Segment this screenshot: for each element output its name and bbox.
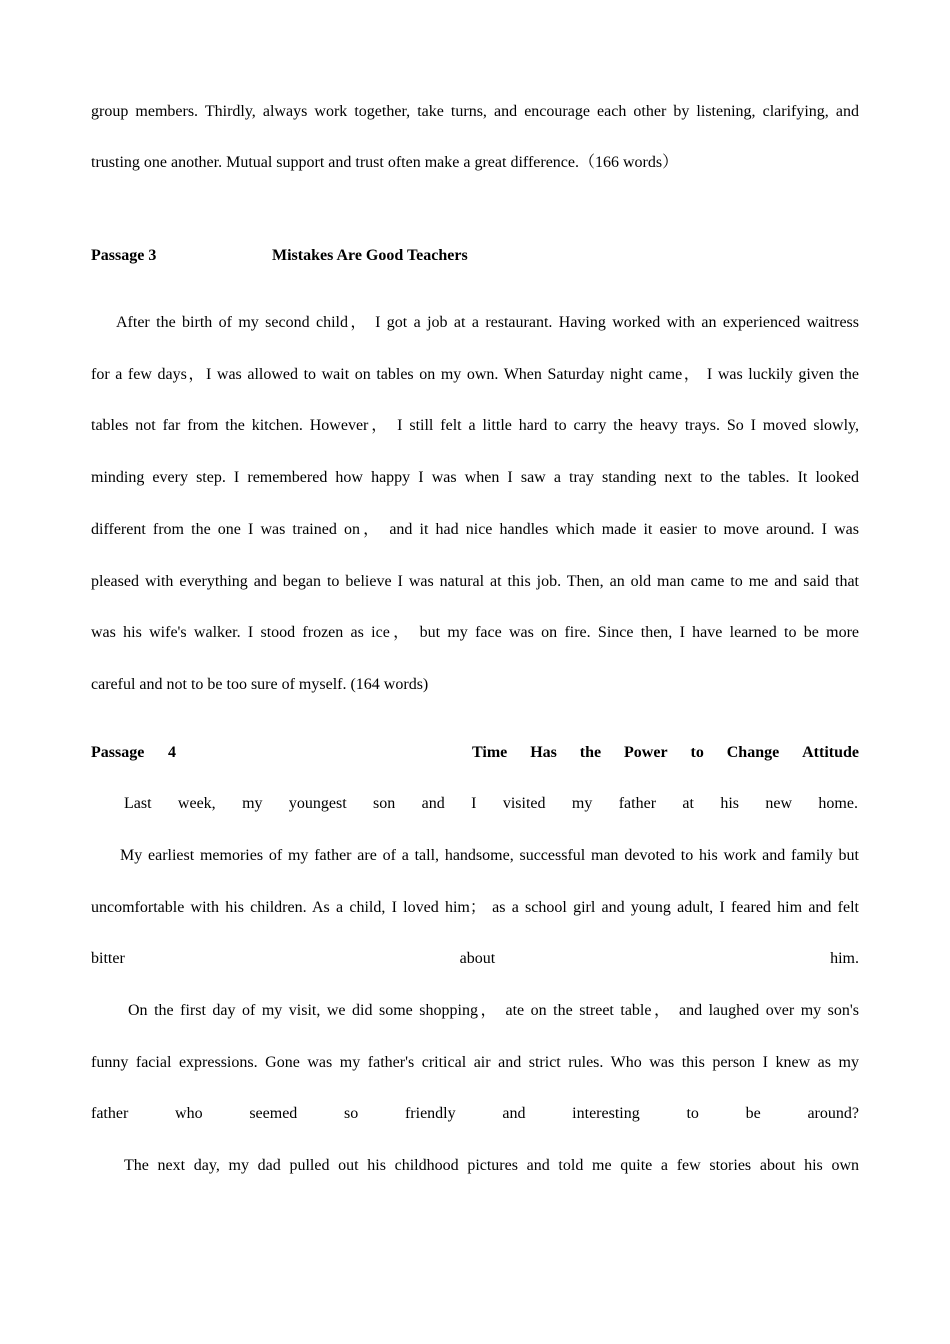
word: to	[686, 1105, 699, 1122]
word: Passage	[91, 744, 145, 761]
word: my	[242, 795, 263, 812]
paragraph-line: pleased with everything and began to believe I was natural at this job. Then, an old man came to me and said that	[91, 573, 859, 590]
word: bitter	[91, 950, 125, 967]
word: Power	[624, 744, 668, 761]
word: the	[579, 744, 602, 761]
paragraph-line: minding every step. I remembered how happy I was when I saw a tray standing next to the tables. It looked	[91, 469, 859, 486]
paragraph-line: group members. Thirdly, always work together, take turns, and encourage each other by listening, clarifying, and	[91, 103, 859, 120]
passage-title: Mistakes Are Good Teachers	[272, 247, 468, 264]
word: my	[571, 795, 593, 812]
paragraph-line: After the birth of my second child， I got a job at a restaurant. Having worked with an experienced waitress	[116, 314, 859, 331]
paragraph-line: tables not far from the kitchen. However， I still felt a little hard to carry the heavy trays. So I moved slowly,	[91, 417, 859, 434]
word: 4	[168, 744, 176, 761]
word: father	[91, 1105, 129, 1122]
word: who	[175, 1105, 203, 1122]
word: week,	[177, 795, 216, 812]
passage-label	[91, 743, 176, 763]
word: around?	[807, 1105, 859, 1122]
word: youngest	[288, 795, 347, 812]
word: and	[502, 1105, 526, 1122]
word: son	[373, 795, 396, 812]
paragraph-line: funny facial expressions. Gone was my father's critical air and strict rules. Who was this person I knew as my	[91, 1054, 859, 1071]
passage-3-heading	[91, 246, 859, 266]
passage-4-heading	[91, 743, 859, 763]
word: Attitude	[802, 744, 859, 761]
paragraph-line	[91, 1104, 859, 1124]
word: Last	[124, 795, 152, 812]
word: visited	[502, 795, 546, 812]
paragraph-line: My earliest memories of my father are of a tall, handsome, successful man devoted to his work and family but	[120, 847, 859, 864]
paragraph-line: was his wife's walker. I stood frozen as ice， but my face was on fire. Since then, I have learned to be more	[91, 624, 859, 641]
paragraph-line	[124, 794, 858, 814]
word: friendly	[404, 1105, 456, 1122]
word: to	[690, 744, 704, 761]
word: Change	[726, 744, 780, 761]
word: and	[421, 795, 445, 812]
passage-title	[472, 743, 859, 763]
word: his	[720, 795, 739, 812]
paragraph-line: The next day, my dad pulled out his childhood pictures and told me quite a few stories about his own	[124, 1157, 859, 1174]
paragraph-line: uncomfortable with his children. As a child, I loved him； as a school girl and young adult, I feared him and felt	[91, 899, 859, 916]
paragraph-line: for a few days，I was allowed to wait on tables on my own. When Saturday night came， I was luckily given the	[91, 366, 859, 383]
word: seemed	[249, 1105, 298, 1122]
word: home.	[818, 795, 858, 812]
word: Time	[472, 744, 508, 761]
word: about	[459, 950, 496, 967]
word: so	[344, 1105, 359, 1122]
word: be	[745, 1105, 761, 1122]
word: I	[471, 795, 477, 812]
paragraph-line: On the first day of my visit, we did some shopping， ate on the street table， and laughed over my son's	[128, 1002, 859, 1019]
paragraph-line	[91, 949, 859, 969]
word: father	[618, 795, 657, 812]
paragraph-line: trusting one another. Mutual support and trust often make a great difference.（166 words）	[91, 154, 679, 171]
word: new	[765, 795, 793, 812]
word: at	[682, 795, 694, 812]
paragraph-line: careful and not to be too sure of myself. (164 words)	[91, 676, 429, 693]
passage-label: Passage 3	[91, 247, 157, 264]
word: Has	[530, 744, 557, 761]
word: him.	[830, 950, 859, 967]
paragraph-line: different from the one I was trained on， and it had nice handles which made it easier to move around. I was	[91, 521, 859, 538]
word: interesting	[572, 1105, 640, 1122]
